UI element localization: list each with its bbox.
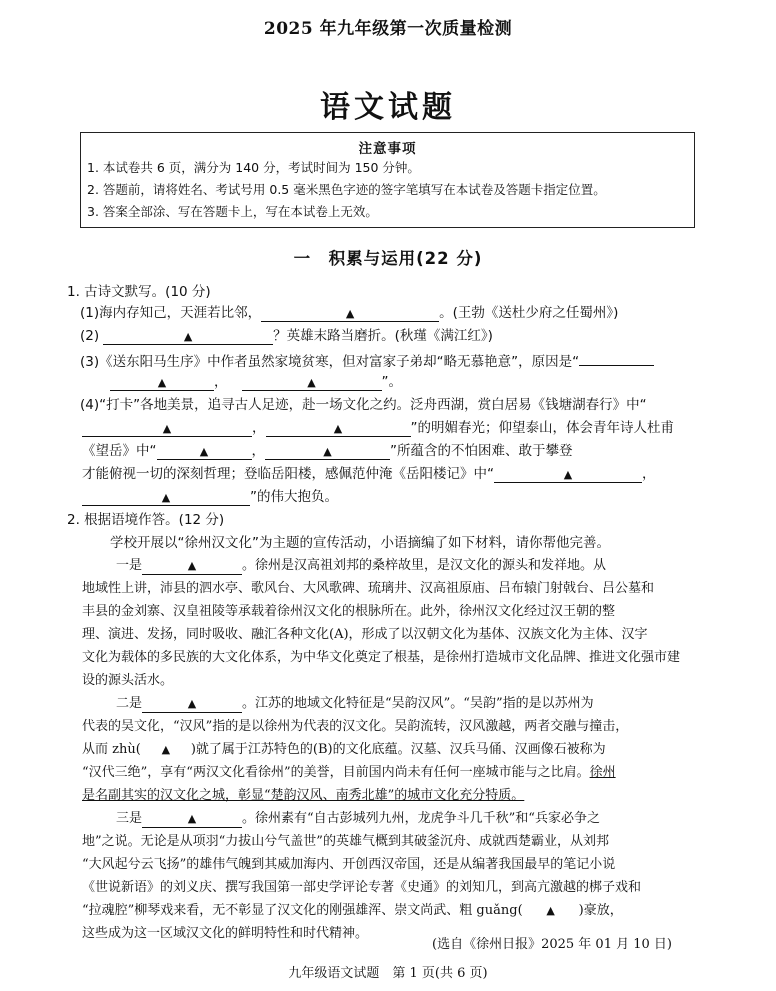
notice-item: 2. 答题前，请将姓名、考试号用 0.5 毫米黑色字迹的签字笔填写在本试卷及答题卡指定位置。: [87, 182, 606, 197]
answer-blank[interactable]: [103, 328, 273, 345]
answer-blank[interactable]: [142, 696, 242, 713]
q1-2-label: (2): [80, 328, 100, 344]
blank-marker: ▲: [183, 330, 193, 343]
q1-item-4-line5: [82, 487, 338, 507]
notice-item: 3. 答案全部涂、写在答题卡上，写在本试卷上无效。: [87, 204, 378, 219]
notice-box: [80, 132, 695, 228]
q2-p1-line: 地域性上讲，沛县的泗水亭、歌风台、大风歌碑、琉璃井、汉高祖原庙、吕布辕门射戟台、吕公墓和: [82, 581, 655, 596]
page-footer: 九年级语文试题 第 1 页(共 6 页): [288, 966, 488, 981]
answer-blank[interactable]: [242, 374, 382, 391]
p2-text: )就了属于江苏特色的(B)的文化底蕴。汉墓、汉兵马俑、汉画像石被称为: [190, 742, 606, 757]
q1-item-3: [80, 349, 654, 372]
answer-blank[interactable]: [266, 420, 411, 437]
separator: ，: [642, 466, 656, 482]
q2-p3-line: 地”之说。无论是从项羽“力拔山兮气盖世”的英雄气概到其破釜沉舟、成就西楚霸业，从刘邦: [82, 834, 609, 849]
blank-marker: ▲: [333, 422, 343, 435]
q2-p1-line: 文化为载体的多民族的大文化体系，为中华文化奠定了根基，是徐州打造城市文化品牌、推进文化强市建: [82, 650, 681, 665]
q1-1-text: (1)海内存知己，天涯若比邻，: [80, 305, 262, 321]
answer-blank[interactable]: [82, 420, 252, 437]
p3-text: 。徐州素有“自古彭城列九州，龙虎争斗几千秋”和“兵家必争之: [242, 811, 600, 826]
answer-blank[interactable]: [265, 443, 390, 460]
q1-title: 1. 古诗文默写。(10 分): [67, 284, 211, 300]
q1-4-text-3: 《望岳》中“: [82, 443, 157, 459]
p1-label: 一是: [116, 558, 143, 573]
answer-slot[interactable]: [141, 740, 191, 760]
q1-3-end: ”。: [381, 374, 402, 390]
blank-marker: ▲: [187, 812, 197, 825]
blank-marker: ▲: [157, 376, 167, 389]
q1-item-4-line3: [82, 441, 573, 461]
q1-3-text: (3)《送东阳马生序》中作者虽然家境贫寒，但对富家子弟却“略无慕艳意”，原因是“: [80, 354, 580, 370]
q2-p1-line: 设的源头活水。: [82, 673, 174, 688]
underlined-sentence: 是名副其实的汉文化之城，彰显“楚韵汉风、南秀北雄”的城市文化充分特质。: [82, 788, 525, 803]
q2-p3-line: 这些成为这一区域汉文化的鲜明特性和时代精神。: [82, 926, 369, 941]
q1-item-4-line2: [82, 418, 674, 438]
blank-marker: ▲: [199, 445, 209, 458]
q1-4-text-4: ”所蕴含的不怕困难、敢于攀登: [390, 443, 573, 459]
p3-label: 三是: [116, 811, 143, 826]
q2-p3-line: [82, 901, 623, 921]
q2-p2-line: [82, 763, 616, 783]
blank-marker: ▲: [546, 904, 555, 917]
q2-p3-line: 《世说新语》的刘义庆、撰写我国第一部史学评论专著《史通》的刘知几，到高亢激越的梆子戏和: [82, 880, 642, 895]
answer-blank[interactable]: [110, 374, 214, 391]
q1-2-source: ？英雄末路当磨折。(秋瑾《满江红》): [273, 328, 493, 344]
q2-p2-line: [116, 694, 594, 714]
answer-blank[interactable]: [157, 443, 252, 460]
q2-p1-line: 理、演进、发扬，同时吸收、融汇各种文化(A)，形成了以汉朝文化为基体、汉族文化为主体、汉字: [82, 627, 648, 642]
p3-text: )豪放，: [578, 903, 623, 918]
exam-title: 2025 年九年级第一次质量检测: [263, 19, 513, 39]
answer-blank[interactable]: [494, 466, 642, 483]
p2-text: “汉代三绝”，享有“两汉文化看徐州”的美誉，目前国内尚未有任何一座城市能与之比肩。: [82, 765, 590, 780]
notice-title: 注意事项: [358, 141, 417, 157]
blank-marker: ▲: [161, 743, 171, 756]
blank-marker: ▲: [323, 445, 332, 458]
answer-blank[interactable]: [82, 489, 250, 506]
q1-item-2: [80, 326, 493, 346]
answer-blank[interactable]: [261, 305, 439, 322]
blank-marker: ▲: [307, 376, 316, 389]
q1-item-3-cont: [110, 372, 402, 392]
q2-intro: 学校开展以“徐州汉文化”为主题的宣传活动，小语摘编了如下材料，请你帮他完善。: [110, 535, 610, 551]
blank-marker: ▲: [161, 491, 171, 504]
q2-title: 2. 根据语境作答。(12 分): [67, 512, 225, 528]
q1-4-text: (4)“打卡”各地美景，追寻古人足迹，赴一场文化之约。泛舟西湖，赏白居易《钱塘湖春行》中“: [80, 397, 647, 413]
q1-4-text-5: 才能俯视一切的深刻哲理；登临岳阳楼，感佩范仲淹《岳阳楼记》中“: [82, 466, 494, 482]
separator: ，: [251, 443, 265, 459]
q2-p1-line: [116, 556, 606, 576]
pinyin-prompt: 从而 zhù(: [82, 742, 141, 757]
blank-marker: ▲: [162, 422, 172, 435]
article-source: (选自《徐州日报》2025 年 01 月 10 日): [432, 937, 672, 952]
p1-text: 。徐州是汉高祖刘邦的桑梓故里，是汉文化的源头和发祥地。从: [242, 558, 607, 573]
q2-p1-line: 丰县的金刘寨、汉皇祖陵等承载着徐州汉文化的根脉所在。此外，徐州汉文化经过汉王朝的整: [82, 604, 616, 619]
q1-item-4: [80, 395, 647, 415]
separator: ，: [252, 420, 266, 436]
answer-slot[interactable]: [523, 901, 579, 921]
pinyin-prompt: “拉魂腔”柳琴戏来看，无不彰显了汉文化的刚强雄浑、崇文尚武、粗 guǎng(: [82, 903, 523, 918]
separator: ，: [214, 374, 228, 390]
answer-blank[interactable]: [142, 558, 242, 575]
q2-p2-line: 代表的吴文化，“汉风”指的是以徐州为代表的汉文化。吴韵流转，汉风激越，两者交融与撞击，: [82, 719, 629, 734]
q1-4-text-6: ”的伟大抱负。: [250, 489, 338, 505]
blank-marker: ▲: [563, 468, 573, 481]
notice-item: 1. 本试卷共 6 页，满分为 140 分，考试时间为 150 分钟。: [87, 160, 420, 175]
blank-marker: ▲: [345, 307, 355, 320]
blank-marker: ▲: [187, 697, 197, 710]
p2-text: 。江苏的地域文化特征是“吴韵汉风”。“吴韵”指的是以苏州为: [242, 696, 594, 711]
section-heading: 一 积累与运用(22 分): [293, 249, 483, 268]
q1-item-4-line4: [82, 464, 656, 484]
answer-blank[interactable]: [579, 349, 654, 366]
q2-p3-line: [116, 809, 600, 829]
q2-p3-line: “大风起兮云飞扬”的雄伟气魄到其威加海内、开创西汉帝国，还是从编著我国最早的笔记小说: [82, 857, 616, 872]
blank-marker: ▲: [187, 559, 197, 572]
subject-title: 语文试题: [320, 90, 456, 125]
q2-p2-line: [82, 740, 606, 760]
p2-label: 二是: [116, 696, 143, 711]
q1-1-source: 。(王勃《送杜少府之任蜀州》): [439, 305, 619, 321]
q1-4-text-2: ”的明媚春光；仰望泰山，体会青年诗人杜甫: [410, 420, 674, 436]
q1-item-1: [80, 303, 618, 323]
answer-blank[interactable]: [142, 811, 242, 828]
underlined-sentence: 徐州: [589, 765, 616, 780]
